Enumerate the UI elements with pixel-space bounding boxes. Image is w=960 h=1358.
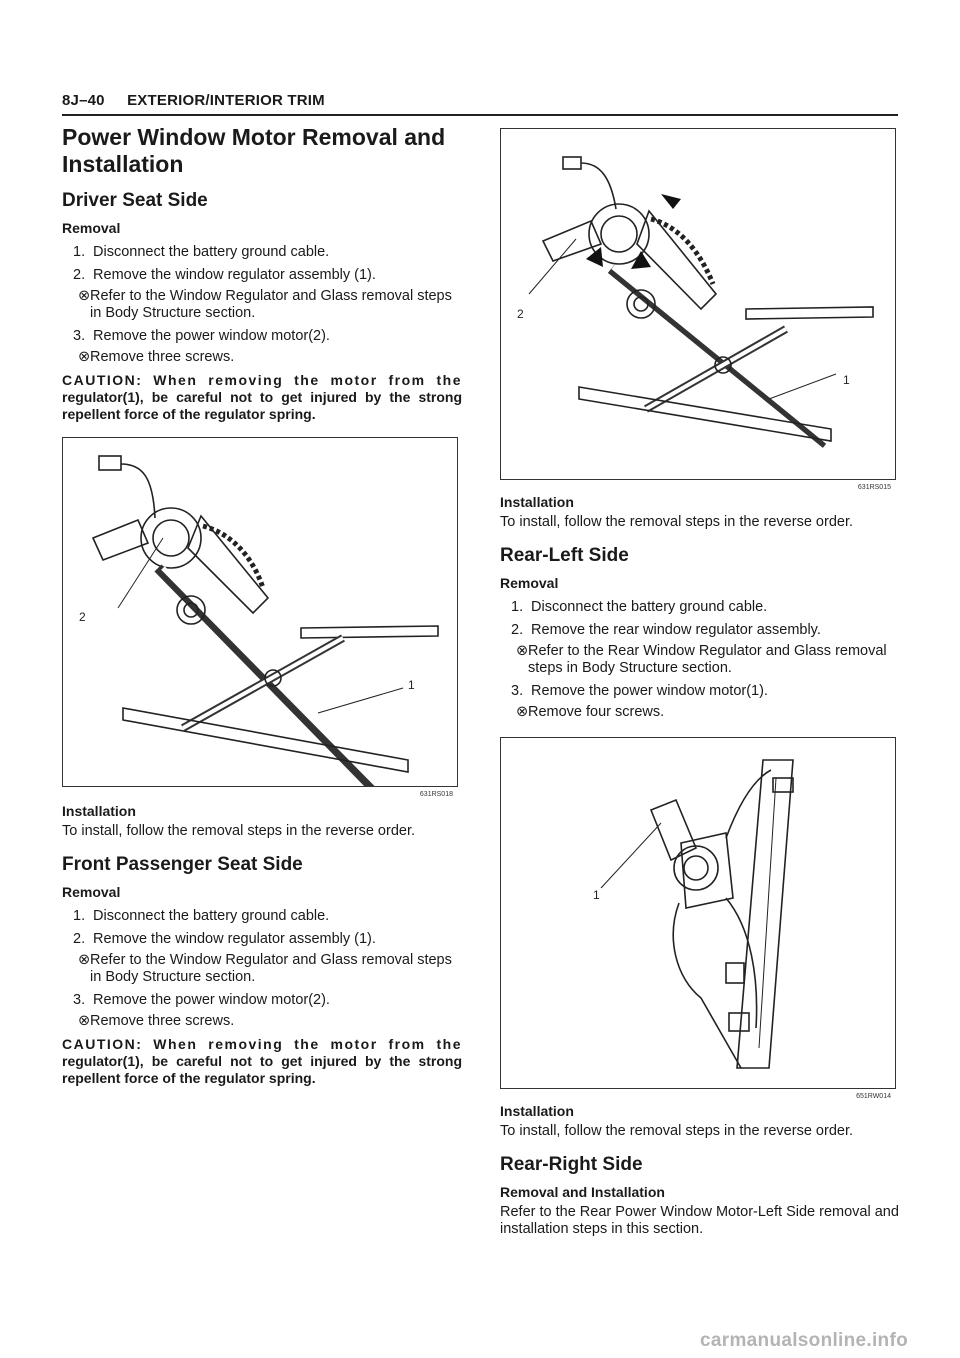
right-column: [500, 128, 900, 1244]
bullet-icon: ⊗: [78, 952, 91, 968]
figure-code: 631RS018: [419, 791, 453, 798]
figure-callout-1: 1: [408, 678, 415, 692]
rear-left-install-label: Installation: [500, 1103, 574, 1119]
driver-install-label: Installation: [62, 803, 136, 819]
rear-right-heading: Rear-Right Side: [500, 1154, 643, 1175]
step-item: 1. Disconnect the battery ground cable.: [73, 908, 330, 924]
rear-left-install-text: To install, follow the removal steps in the reverse order.: [500, 1123, 853, 1139]
bullet-note: ⊗Remove four screws.: [516, 704, 665, 720]
bullet-icon: ⊗: [78, 288, 91, 304]
figure-code: 651RW014: [856, 1093, 891, 1100]
driver-install-text: To install, follow the removal steps in the reverse order.: [62, 823, 415, 839]
step-item: 1. Disconnect the battery ground cable.: [73, 244, 330, 260]
figure-callout-2: 2: [79, 610, 86, 624]
page-title: Power Window Motor Removal and Installation: [62, 124, 446, 177]
regulator-illustration: [63, 438, 457, 786]
step-item: 2. Remove the rear window regulator assembly.: [511, 622, 821, 638]
figure-driver-regulator: [62, 437, 458, 798]
bullet-icon: ⊗: [78, 349, 91, 365]
bullet-note: ⊗Refer to the Rear Window Regulator and Glass removal steps in Body Structure section.: [516, 643, 887, 676]
rear-left-steps: [500, 599, 900, 639]
left-column: [62, 124, 462, 1095]
driver-steps-cont: [62, 328, 462, 345]
figure-passenger-regulator: [500, 128, 896, 491]
passenger-install-label: Installation: [500, 494, 574, 510]
bullet-icon: ⊗: [516, 704, 529, 720]
header-rule: [62, 114, 898, 116]
passenger-install-text: To install, follow the removal steps in the reverse order.: [500, 514, 853, 530]
figure-callout-1: 1: [593, 888, 600, 902]
step-item: 1. Disconnect the battery ground cable.: [511, 599, 768, 615]
arrow-markers: [586, 194, 681, 269]
front-passenger-steps: [62, 908, 462, 948]
rear-left-steps-cont: [500, 683, 900, 700]
step-item: 2. Remove the window regulator assembly (1).: [73, 931, 376, 947]
rear-left-removal-label: Removal: [500, 575, 559, 591]
bullet-note: ⊗Refer to the Window Regulator and Glass removal steps in Body Structure section.: [78, 952, 452, 985]
figure-rear-regulator: [500, 737, 896, 1100]
driver-removal-label: Removal: [62, 220, 121, 236]
step-item: 3. Remove the power window motor(1).: [511, 683, 768, 699]
regulator-illustration: [501, 129, 895, 479]
bullet-note: ⊗Remove three screws.: [78, 1013, 235, 1029]
driver-heading: Driver Seat Side: [62, 190, 208, 211]
rear-right-sub-label: Removal and Installation: [500, 1184, 665, 1200]
page-number: 8J–40: [62, 92, 105, 109]
caution-note: CAUTION: When removing the motor from the regulator(1), be careful not to get injured by the strong repellent force of the regulator spring.: [62, 372, 462, 422]
step-item: 3. Remove the power window motor(2).: [73, 328, 330, 344]
front-passenger-heading: Front Passenger Seat Side: [62, 854, 303, 875]
section-title: EXTERIOR/INTERIOR TRIM: [127, 92, 325, 109]
figure-callout-1: 1: [843, 373, 850, 387]
rear-regulator-illustration: [501, 738, 895, 1088]
bullet-note: ⊗Refer to the Window Regulator and Glass removal steps in Body Structure section.: [78, 288, 452, 321]
caution-note: CAUTION: When removing the motor from the regulator(1), be careful not to get injured by the strong repellent force of the regulator spring.: [62, 1036, 462, 1086]
front-passenger-removal-label: Removal: [62, 884, 121, 900]
bullet-note: ⊗Remove three screws.: [78, 349, 235, 365]
front-passenger-steps-cont: [62, 992, 462, 1009]
watermark: carmanualsonline.info: [700, 1330, 908, 1351]
step-item: 3. Remove the power window motor(2).: [73, 992, 330, 1008]
step-item: 2. Remove the window regulator assembly (1).: [73, 267, 376, 283]
figure-callout-2: 2: [517, 307, 524, 321]
rear-left-heading: Rear-Left Side: [500, 545, 629, 566]
figure-code: 631RS015: [857, 484, 891, 491]
driver-steps: [62, 244, 462, 284]
bullet-icon: ⊗: [516, 643, 529, 659]
page-header: [62, 92, 343, 109]
rear-right-text: Refer to the Rear Power Window Motor-Left Side removal and installation steps in this section.: [500, 1204, 899, 1237]
bullet-icon: ⊗: [78, 1013, 91, 1029]
